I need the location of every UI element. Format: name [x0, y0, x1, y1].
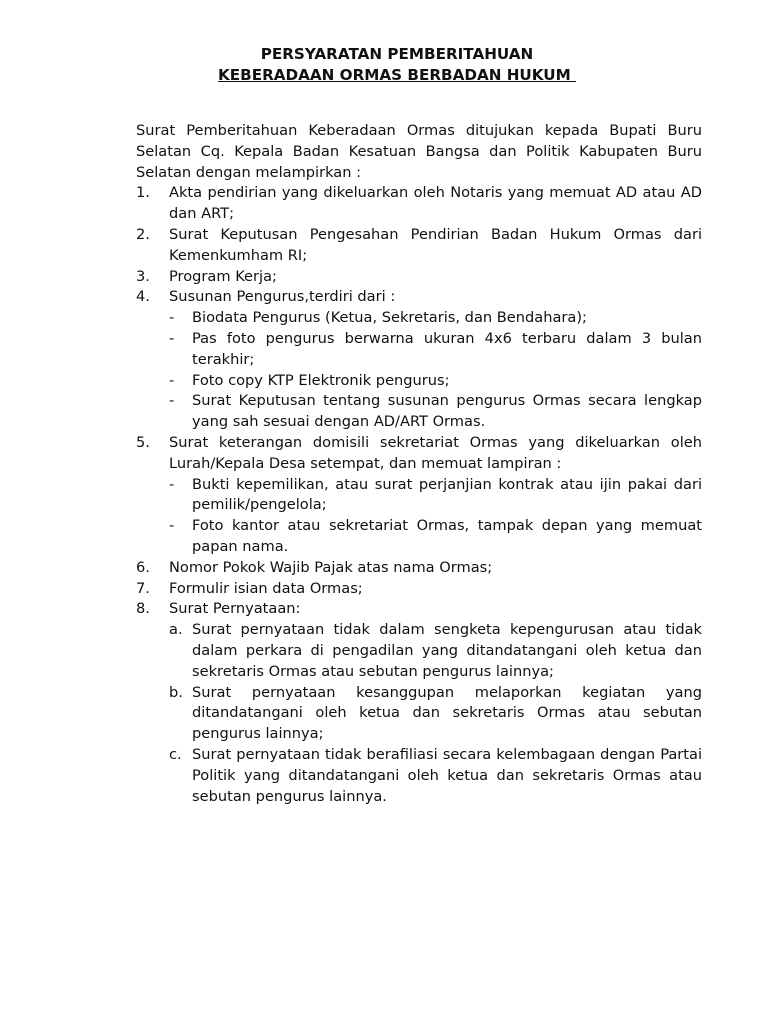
intro-paragraph: Surat Pemberitahuan Keberadaan Ormas ditujukan kepada Bupati Buru Selatan Cq. Kepala Badan Kesatuan Bangsa dan Politik Kabupaten Buru Selatan dengan melampirkan : [136, 122, 702, 181]
list-marker: 7. [136, 579, 150, 597]
sub-item-5-bukti [136, 475, 702, 517]
list-marker: 4. [136, 288, 150, 306]
sub-item-text: Foto kantor atau sekretariat Ormas, tampak depan yang memuat papan nama. [192, 517, 702, 555]
list-marker-letter: b. [169, 683, 183, 701]
bullet-dash: - [169, 475, 175, 493]
sub-item-4-biodata [136, 308, 702, 329]
sub-item-4-sk [136, 391, 702, 433]
list-item-text: Akta pendirian yang dikeluarkan oleh Notaris yang memuat AD atau AD dan ART; [169, 184, 702, 223]
list-marker: 5. [136, 433, 150, 451]
list-item-8 [136, 599, 702, 620]
document-body [136, 121, 702, 807]
sub-item-4-pas-foto [136, 329, 702, 371]
list-item-2 [136, 225, 702, 267]
bullet-dash: - [169, 329, 175, 347]
bullet-dash: - [169, 392, 175, 410]
sub-item-5-foto-kantor [136, 516, 702, 558]
list-item-text: Program Kerja; [169, 267, 277, 285]
sub-item-text: Surat pernyataan tidak dalam sengketa kepengurusan atau tidak dalam perkara di pengadilan yang ditandatangani oleh ketua dan sekretaris Ormas atau sebutan pengurus lainnya; [192, 621, 702, 680]
sub-item-8-b [136, 683, 702, 745]
list-item-text: Surat keterangan domisili sekretariat Ormas yang dikeluarkan oleh Lurah/Kepala Desa setempat, dan memuat lampiran : [169, 433, 702, 472]
sub-item-text: Bukti kepemilikan, atau surat perjanjian kontrak atau ijin pakai dari pemilik/pengelola; [192, 475, 702, 514]
list-marker: 2. [136, 225, 150, 243]
list-marker: 3. [136, 267, 150, 285]
list-item-7 [136, 579, 702, 600]
sub-item-text: Surat pernyataan tidak berafiliasi secara kelembagaan dengan Partai Politik yang ditandatangani oleh ketua dan sekretaris Ormas atau sebutan pengurus lainnya. [192, 745, 702, 805]
sub-item-text: Foto copy KTP Elektronik pengurus; [192, 371, 450, 389]
list-marker: 1. [136, 184, 150, 202]
list-item-text: Formulir isian data Ormas; [169, 579, 363, 597]
list-marker: 6. [136, 558, 150, 576]
sub-item-8-c [136, 745, 702, 807]
bullet-dash: - [169, 517, 175, 535]
list-item-3 [136, 267, 702, 288]
list-marker-letter: c. [169, 745, 182, 763]
list-item-5 [136, 433, 702, 475]
title-line-2: KEBERADAAN ORMAS BERBADAN HUKUM [218, 66, 576, 84]
bullet-dash: - [169, 309, 175, 327]
list-item-text: Susunan Pengurus,terdiri dari : [169, 288, 396, 306]
list-item-4 [136, 287, 702, 308]
list-item-6 [136, 558, 702, 579]
list-item-text: Surat Keputusan Pengesahan Pendirian Badan Hukum Ormas dari Kemenkumham RI; [169, 225, 702, 264]
list-marker: 8. [136, 600, 150, 618]
sub-item-text: Pas foto pengurus berwarna ukuran 4x6 terbaru dalam 3 bulan terakhir; [192, 329, 702, 368]
list-marker-letter: a. [169, 621, 183, 639]
sub-item-4-ktp [136, 371, 702, 392]
sub-item-text: Surat Keputusan tentang susunan pengurus Ormas secara lengkap yang sah sesuai dengan AD/ART Ormas. [192, 392, 702, 431]
title-line-1: PERSYARATAN PEMBERITAHUAN [260, 45, 534, 63]
list-item-1 [136, 183, 702, 225]
list-item-text: Nomor Pokok Wajib Pajak atas nama Ormas; [169, 558, 493, 576]
sub-item-text: Surat pernyataan kesanggupan melaporkan kegiatan yang ditandatangani oleh ketua dan sekretaris Ormas atau sebutan pengurus lainnya; [192, 683, 702, 743]
bullet-dash: - [169, 371, 175, 389]
list-item-text: Surat Pernyataan: [169, 600, 301, 618]
sub-item-8-a [136, 620, 702, 682]
sub-item-text: Biodata Pengurus (Ketua, Sekretaris, dan Bendahara); [192, 309, 587, 327]
document-title [0, 44, 768, 86]
